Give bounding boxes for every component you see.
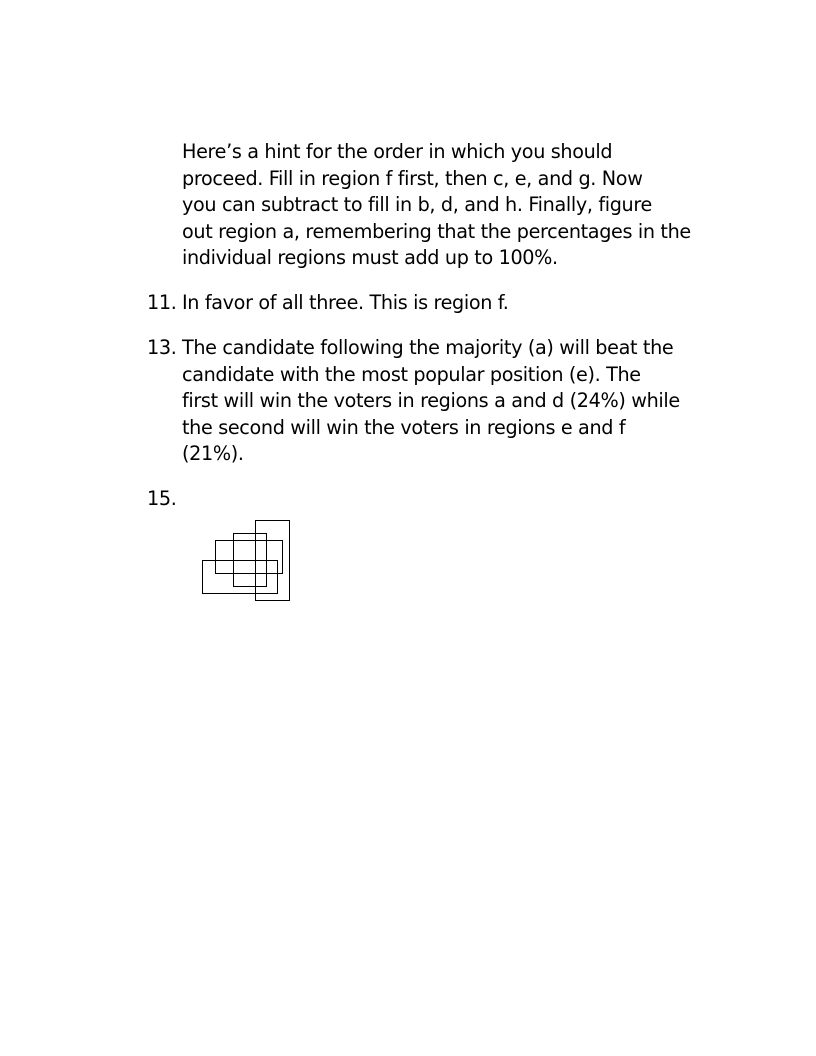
answer-line: The candidate following the majority (a) will beat the (182, 336, 674, 359)
hint-line: Here’s a hint for the order in which you should (182, 140, 613, 163)
answer-line: first will win the voters in regions a and d (24%) while (182, 389, 680, 412)
answer-number-15: 15. (147, 487, 177, 510)
rectangle-middle-wide (216, 541, 283, 574)
hint-line: out region a, remembering that the percentages in the (182, 219, 691, 243)
answer-line: (21%). (182, 442, 244, 465)
hint-line: individual regions must add up to 100%. (182, 246, 558, 269)
answer-number-11: 11. (147, 291, 177, 314)
answer-line: candidate with the most popular position (e). The (182, 362, 641, 386)
answer-number-13: 13. (147, 336, 177, 359)
hint-line: you can subtract to fill in b, d, and h. Finally, figure (182, 193, 652, 216)
answer-line: the second will win the voters in regions e and f (182, 415, 626, 439)
answer-line: In favor of all three. This is region f. (182, 291, 509, 314)
hint-line: proceed. Fill in region f first, then c, e, and g. Now (182, 166, 643, 190)
